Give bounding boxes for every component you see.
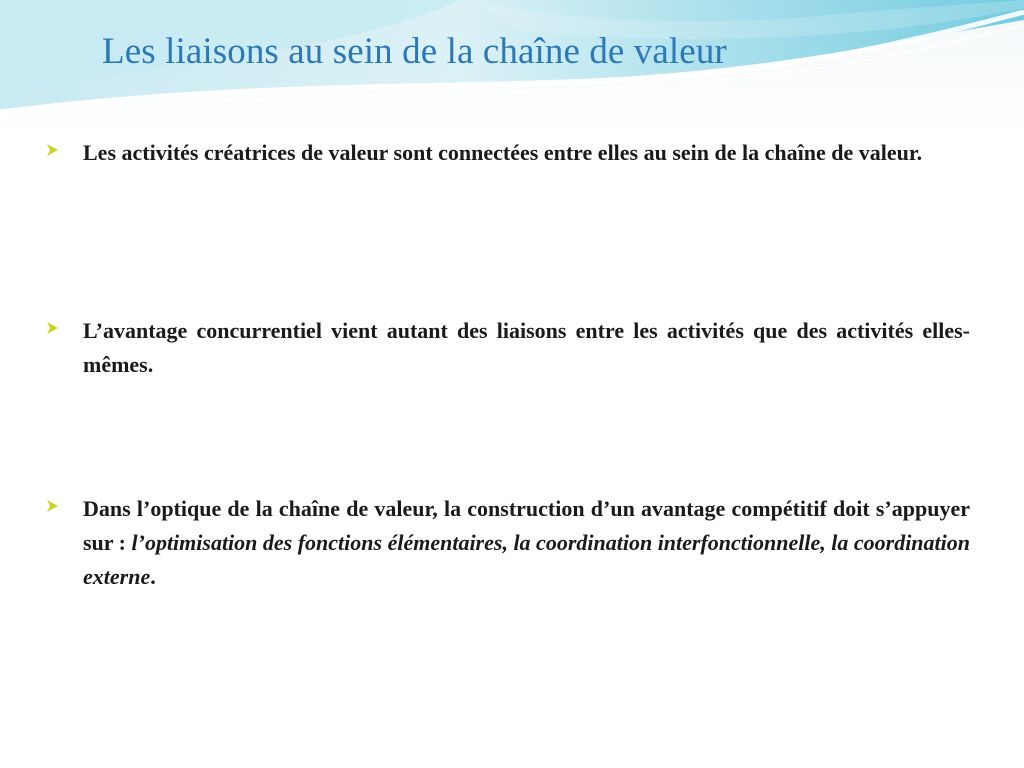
arrow-bullet-icon	[46, 143, 60, 157]
arrow-bullet-icon	[46, 321, 60, 335]
bullet-text	[83, 492, 970, 594]
slide-title: Les liaisons au sein de la chaîne de valeur	[102, 31, 727, 72]
arrow-bullet-icon	[46, 499, 60, 513]
bullet-text-plain: Dans l’optique de la chaîne de valeur, la construction d’un avantage compétitif doit s’appuyer sur :	[83, 496, 970, 555]
bullet-item	[40, 136, 970, 170]
bullet-item	[40, 314, 970, 382]
bullet-text-italic: l’optimisation des fonctions élémentaires, la coordination interfonctionnelle, la coordination externe	[83, 530, 971, 589]
bullet-item	[40, 492, 970, 594]
bullet-text: L’avantage concurrentiel vient autant des liaisons entre les activités que des activités elles-mêmes.	[83, 318, 970, 377]
bullet-text-end: .	[150, 564, 156, 589]
bullet-text: Les activités créatrices de valeur sont connectées entre elles au sein de la chaîne de valeur.	[83, 140, 923, 165]
